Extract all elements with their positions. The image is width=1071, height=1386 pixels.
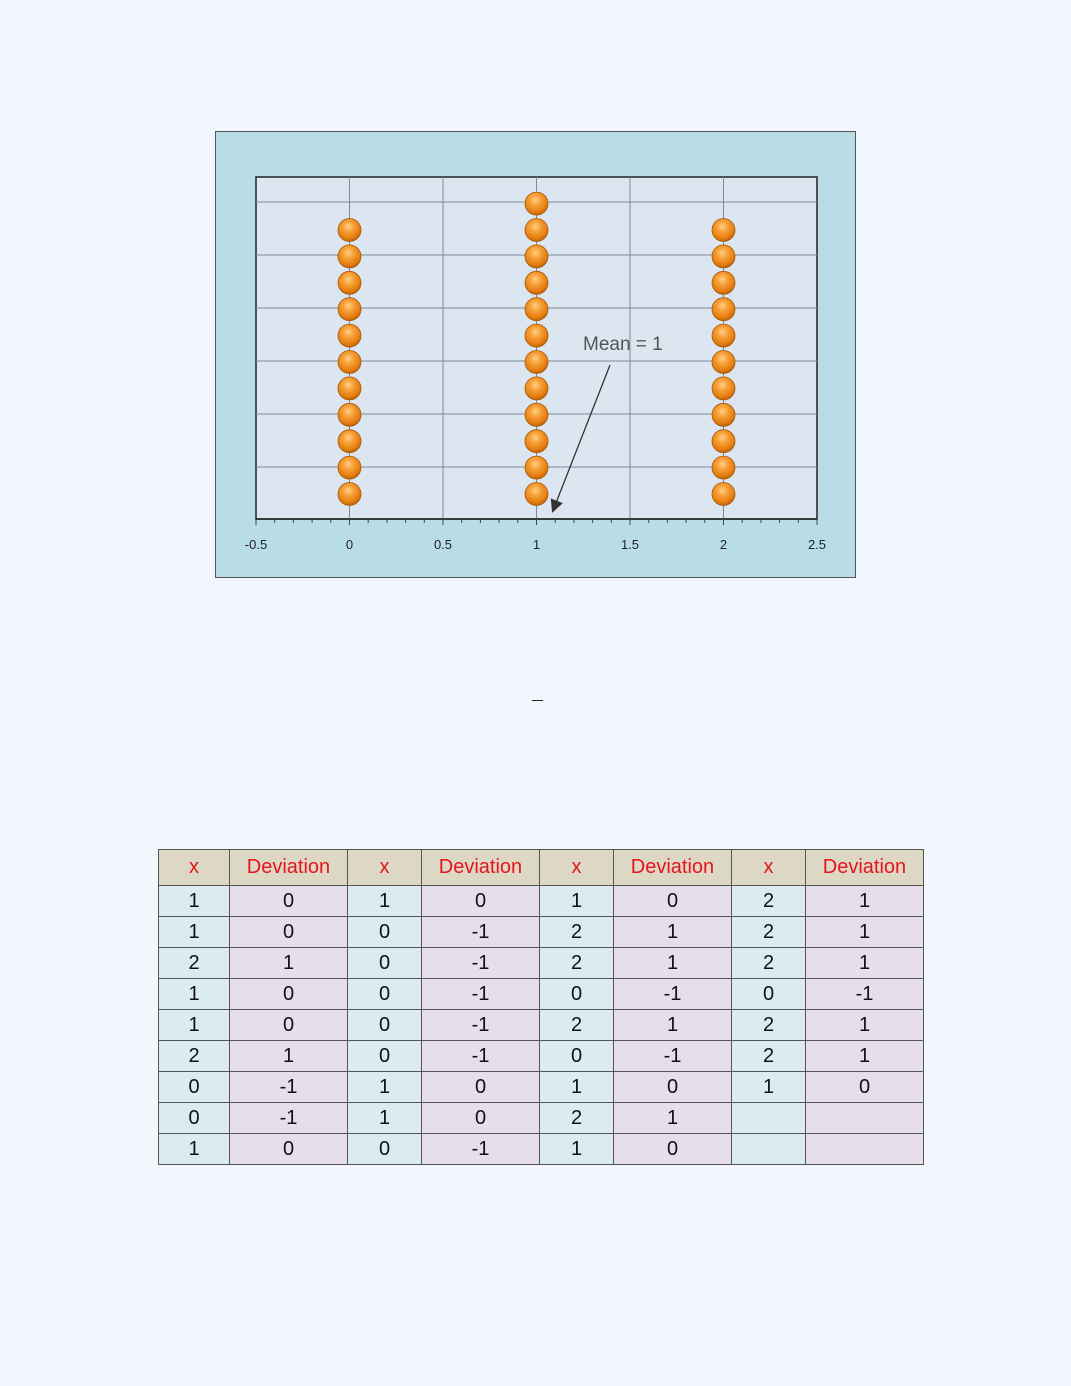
dot-plot — [216, 132, 857, 579]
table-row — [159, 979, 924, 1010]
header-x: x — [348, 850, 422, 886]
table-row — [159, 1010, 924, 1041]
cell-deviation: -1 — [614, 979, 732, 1010]
cell-deviation: 0 — [230, 979, 348, 1010]
cell-deviation: 0 — [230, 917, 348, 948]
cell-x: 1 — [159, 1134, 230, 1165]
cell-deviation: -1 — [806, 979, 924, 1010]
table-row — [159, 1041, 924, 1072]
table-row — [159, 917, 924, 948]
header-deviation: Deviation — [422, 850, 540, 886]
table-body — [159, 886, 924, 1165]
cell-x: 0 — [348, 1134, 422, 1165]
cell-x: 2 — [159, 1041, 230, 1072]
cell-x: 0 — [540, 1041, 614, 1072]
cell-x: 2 — [540, 1010, 614, 1041]
table-row — [159, 1103, 924, 1134]
cell-deviation: 1 — [614, 917, 732, 948]
cell-x: 2 — [540, 917, 614, 948]
minus-mark — [532, 700, 543, 701]
cell-deviation — [806, 1103, 924, 1134]
cell-deviation: 1 — [806, 1010, 924, 1041]
cell-deviation: 0 — [230, 1010, 348, 1041]
header-x: x — [159, 850, 230, 886]
cell-x: 1 — [159, 1010, 230, 1041]
cell-x: 2 — [540, 1103, 614, 1134]
table-row — [159, 1134, 924, 1165]
cell-x: 0 — [348, 979, 422, 1010]
svg-text:1: 1 — [532, 537, 541, 552]
cell-deviation: 0 — [230, 1134, 348, 1165]
cell-deviation: -1 — [422, 979, 540, 1010]
header-deviation: Deviation — [230, 850, 348, 886]
cell-x: 0 — [348, 917, 422, 948]
cell-x: 0 — [348, 1041, 422, 1072]
cell-deviation: 1 — [230, 1041, 348, 1072]
cell-deviation: 0 — [230, 886, 348, 917]
svg-text:Mean = 1: Mean = 1 — [583, 334, 663, 355]
cell-x: 0 — [159, 1072, 230, 1103]
cell-x: 2 — [732, 948, 806, 979]
table-header-row — [159, 850, 924, 886]
cell-deviation: 1 — [806, 886, 924, 917]
cell-x: 0 — [348, 948, 422, 979]
deviation-table — [158, 849, 924, 1165]
cell-x: 1 — [348, 1103, 422, 1134]
cell-x: 1 — [540, 886, 614, 917]
svg-text:-0.5: -0.5 — [244, 537, 268, 552]
cell-x: 1 — [348, 886, 422, 917]
svg-text:1.5: 1.5 — [620, 537, 640, 552]
header-deviation: Deviation — [614, 850, 732, 886]
cell-deviation: -1 — [422, 1134, 540, 1165]
cell-x: 0 — [540, 979, 614, 1010]
cell-deviation: 1 — [806, 917, 924, 948]
svg-text:2.5: 2.5 — [807, 537, 827, 552]
cell-x — [732, 1103, 806, 1134]
cell-x: 0 — [159, 1103, 230, 1134]
x-axis — [245, 519, 826, 552]
cell-x: 1 — [348, 1072, 422, 1103]
svg-text:2: 2 — [719, 537, 728, 552]
cell-deviation: -1 — [422, 917, 540, 948]
table-row — [159, 948, 924, 979]
cell-x: 2 — [159, 948, 230, 979]
cell-x: 1 — [540, 1134, 614, 1165]
chart-frame — [215, 131, 856, 578]
cell-deviation: 1 — [614, 948, 732, 979]
cell-x: 1 — [540, 1072, 614, 1103]
cell-deviation — [806, 1134, 924, 1165]
header-deviation: Deviation — [806, 850, 924, 886]
cell-x: 1 — [159, 979, 230, 1010]
cell-deviation: -1 — [422, 948, 540, 979]
cell-deviation: 0 — [422, 1103, 540, 1134]
cell-deviation: -1 — [422, 1010, 540, 1041]
cell-x — [732, 1134, 806, 1165]
table-row — [159, 1072, 924, 1103]
cell-x: 2 — [732, 1041, 806, 1072]
cell-deviation: -1 — [422, 1041, 540, 1072]
cell-x: 2 — [540, 948, 614, 979]
cell-x: 2 — [732, 917, 806, 948]
cell-x: 2 — [732, 1010, 806, 1041]
cell-deviation: -1 — [230, 1103, 348, 1134]
svg-text:0.5: 0.5 — [433, 537, 453, 552]
cell-deviation: 1 — [614, 1103, 732, 1134]
cell-deviation: 0 — [614, 886, 732, 917]
cell-deviation: 0 — [422, 886, 540, 917]
cell-deviation: 1 — [806, 948, 924, 979]
cell-x: 1 — [732, 1072, 806, 1103]
cell-x: 0 — [348, 1010, 422, 1041]
cell-deviation: 1 — [806, 1041, 924, 1072]
header-x: x — [732, 850, 806, 886]
cell-x: 0 — [732, 979, 806, 1010]
svg-text:0: 0 — [345, 537, 354, 552]
cell-x: 1 — [159, 917, 230, 948]
cell-deviation: 0 — [422, 1072, 540, 1103]
cell-deviation: 0 — [614, 1134, 732, 1165]
cell-deviation: 1 — [230, 948, 348, 979]
cell-x: 1 — [159, 886, 230, 917]
cell-deviation: 0 — [614, 1072, 732, 1103]
table-row — [159, 886, 924, 917]
cell-deviation: -1 — [230, 1072, 348, 1103]
cell-x: 2 — [732, 886, 806, 917]
header-x: x — [540, 850, 614, 886]
cell-deviation: 1 — [614, 1010, 732, 1041]
cell-deviation: 0 — [806, 1072, 924, 1103]
cell-deviation: -1 — [614, 1041, 732, 1072]
